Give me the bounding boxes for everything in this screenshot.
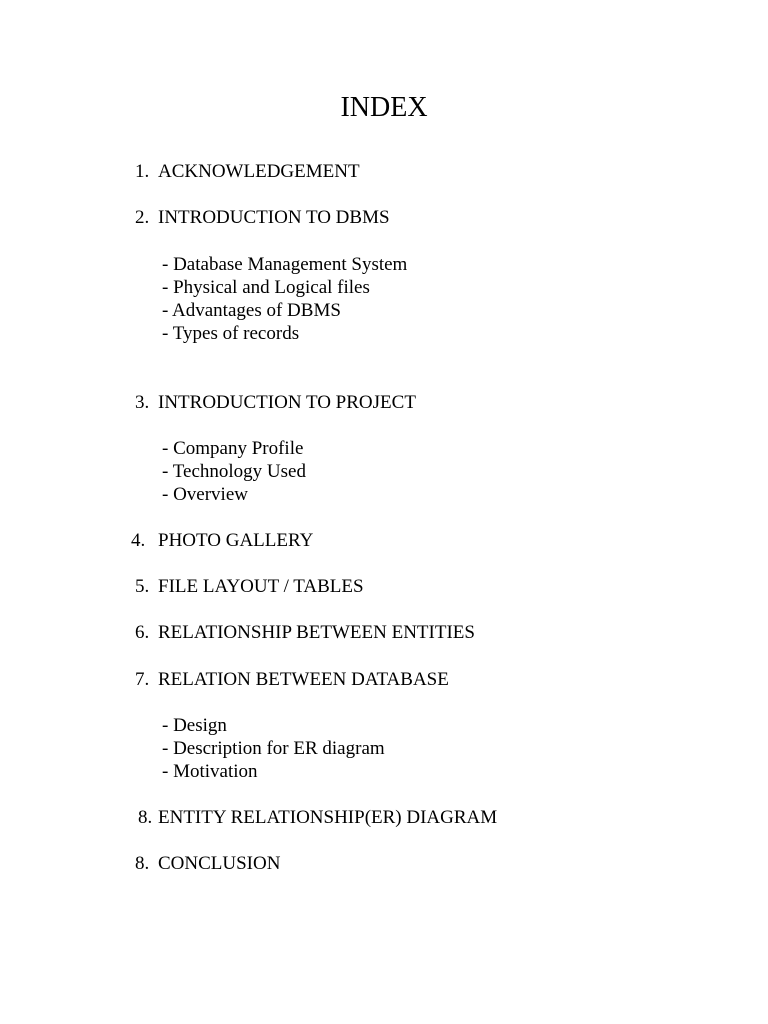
section-number: 7. — [135, 669, 150, 690]
section-subitem: - Design — [162, 715, 227, 736]
section-subitem: - Advantages of DBMS — [162, 300, 341, 321]
section-heading: PHOTO GALLERY — [158, 530, 314, 551]
section-subitem: - Types of records — [162, 323, 300, 344]
section-subitem: - Company Profile — [162, 438, 304, 459]
section-number: 8. — [135, 853, 150, 874]
section-subitem: - Motivation — [162, 761, 258, 782]
section-subitem: - Technology Used — [162, 461, 306, 482]
section-heading: INTRODUCTION TO DBMS — [158, 207, 390, 228]
section-number: 4. — [131, 530, 146, 551]
section-number: 5. — [135, 576, 150, 597]
section-subitem: - Physical and Logical files — [162, 277, 370, 298]
section-heading: INTRODUCTION TO PROJECT — [158, 392, 416, 413]
section-number: 6. — [135, 622, 150, 643]
section-heading: RELATION BETWEEN DATABASE — [158, 669, 449, 690]
section-number: 8. — [138, 807, 153, 828]
section-heading: CONCLUSION — [158, 853, 281, 874]
section-heading: ENTITY RELATIONSHIP(ER) DIAGRAM — [158, 807, 498, 828]
section-heading: ACKNOWLEDGEMENT — [158, 161, 360, 182]
page-title: INDEX — [340, 92, 428, 123]
section-heading: RELATIONSHIP BETWEEN ENTITIES — [158, 622, 475, 643]
section-subitem: - Overview — [162, 484, 248, 505]
section-heading: FILE LAYOUT / TABLES — [158, 576, 364, 597]
section-number: 1. — [135, 161, 150, 182]
section-subitem: - Description for ER diagram — [162, 738, 385, 759]
section-subitem: - Database Management System — [162, 254, 408, 275]
section-number: 2. — [135, 207, 150, 228]
section-number: 3. — [135, 392, 150, 413]
